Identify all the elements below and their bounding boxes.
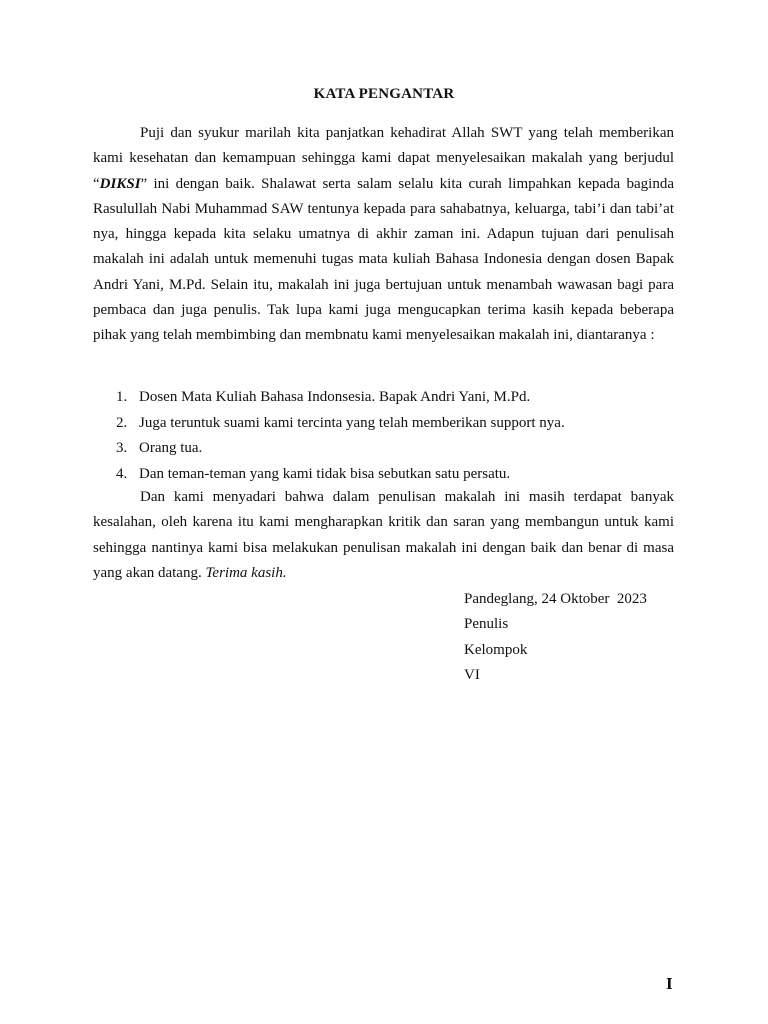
title-highlight: DIKSI: [99, 175, 141, 192]
author-role: Penulis: [464, 616, 509, 633]
signature-block: [464, 587, 647, 688]
intro-text-part1: Puji dan syukur marilah kita panjatkan kehadirat Allah SWT yang telah memberikan kami kesehatan dan kemampuan sehingga kami dapat menyelesaikan makalah yang berjudul “: [93, 125, 674, 192]
group-number: VI: [464, 666, 480, 683]
page-title: KATA PENGANTAR: [313, 86, 455, 102]
group-label: Kelompok: [464, 641, 528, 658]
list-item-text: Dan teman-teman yang kami tidak bisa sebutkan satu persatu.: [139, 466, 511, 483]
list-item: [93, 385, 674, 411]
list-item-number: 3.: [116, 440, 128, 457]
list-item: [93, 411, 674, 437]
closing-text: Dan kami menyadari bahwa dalam penulisan makalah ini masih terdapat banyak kesalahan, oleh karena itu kami mengharapkan kritik dan saran yang membangun untuk kami sehingga nantinya kami bisa melakukan penulisan makalah ini dengan baik dan benar di masa yang akan datang.: [93, 489, 674, 581]
list-item-text: Orang tua.: [139, 440, 203, 457]
thank-you-text: Terima kasih.: [205, 564, 287, 581]
list-item: [93, 462, 674, 488]
page-number: I: [666, 974, 673, 993]
list-item-number: 2.: [116, 414, 128, 431]
intro-paragraph: [93, 121, 674, 349]
closing-paragraph: [93, 485, 674, 586]
intro-text-part2: ” ini dengan baik. Shalawat serta salam selalu kita curah limpahkan kepada baginda Rasulullah Nabi Muhammad SAW tentunya kepada para sahabatnya, keluarga, tabi’i dan tabi’at nya, hingga kepada kita selaku umatnya di akhir zaman ini. Adapun tujuan dari penulisah makalah ini adalah untuk memenuhi tugas mata kuliah Bahasa Indonesia dengan dosen Bapak Andri Yani, M.Pd. Selain itu, makalah ini juga bertujuan untuk menambah wawasan bagi para pembaca dan juga penulis. Tak lupa kami juga mengucapkan terima kasih kepada beberapa pihak yang telah membimbing dan membnatu kami menyelesaikan makalah ini, diantaranya :: [93, 175, 674, 344]
list-item-number: 4.: [116, 466, 128, 483]
list-item-text: Dosen Mata Kuliah Bahasa Indonsesia. Bapak Andri Yani, M.Pd.: [139, 389, 531, 405]
list-item: [93, 436, 674, 462]
list-item-text: Juga teruntuk suami kami tercinta yang telah memberikan support nya.: [139, 414, 565, 431]
acknowledgement-list: [93, 385, 674, 488]
place-date: Pandeglang, 24 Oktober 2023: [464, 591, 647, 607]
list-item-number: 1.: [116, 389, 128, 405]
